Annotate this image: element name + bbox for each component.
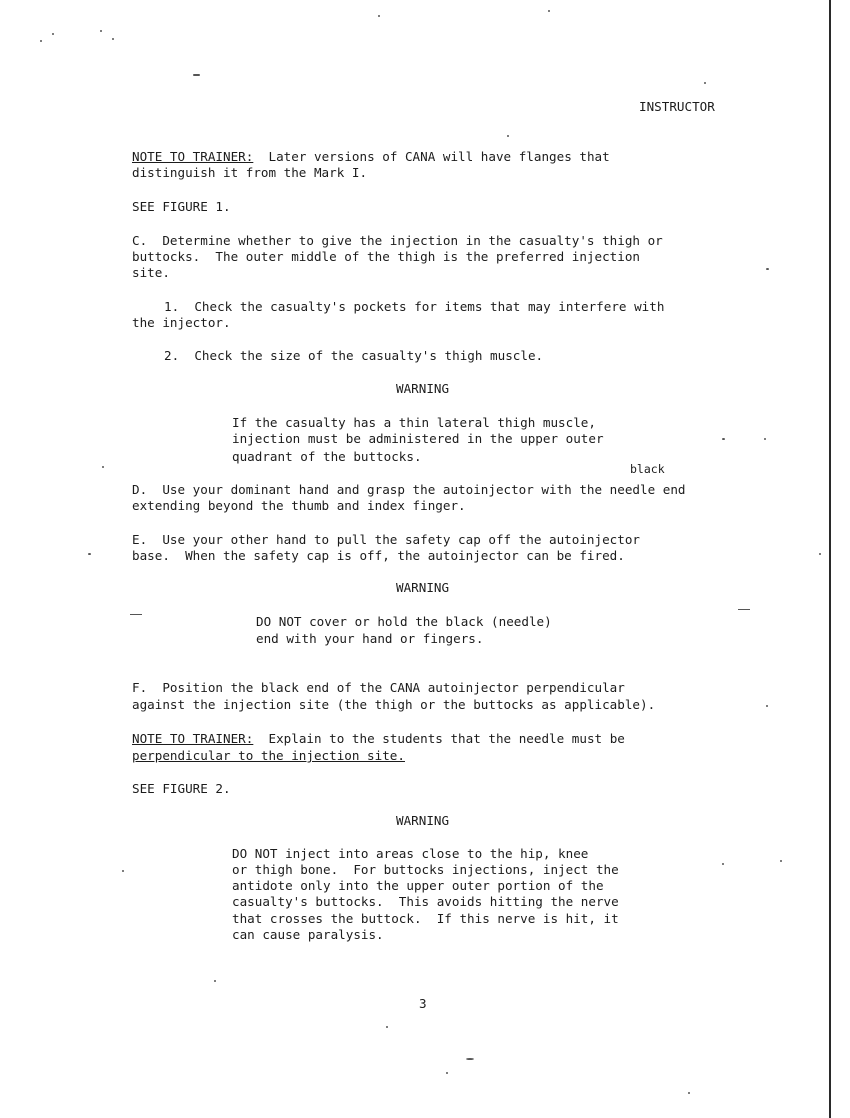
- warning-line: can cause paralysis.: [232, 927, 384, 942]
- scan-speck: [466, 1058, 474, 1060]
- scan-speck: [548, 10, 550, 12]
- see-figure-1: SEE FIGURE 1.: [132, 199, 231, 214]
- step-f-line: F. Position the black end of the CANA autoinjector perpendicular: [132, 680, 625, 695]
- page-number: 3: [419, 996, 427, 1011]
- scan-speck: [214, 980, 216, 982]
- warning-line: injection must be administered in the upper outer: [232, 431, 604, 446]
- note-text-line: Explain to the students that the needle must be: [268, 731, 625, 746]
- note-label: NOTE TO TRAINER:: [132, 149, 254, 164]
- step-e-line: base. When the safety cap is off, the autoinjector can be fired.: [132, 548, 625, 563]
- scan-speck: [102, 466, 104, 468]
- step-c-line: buttocks. The outer middle of the thigh is the preferred injection: [132, 249, 640, 264]
- warning-line: casualty's buttocks. This avoids hitting the nerve: [232, 894, 619, 909]
- scan-speck: [130, 614, 142, 615]
- scan-speck: [704, 82, 706, 84]
- scan-speck: [819, 553, 821, 555]
- scan-edge-line: [829, 0, 831, 1118]
- warning-line: or thigh bone. For buttocks injections, inject the: [232, 862, 619, 877]
- scan-speck: [378, 15, 380, 17]
- instructor-header: INSTRUCTOR: [639, 99, 715, 114]
- step-d-line: extending beyond the thumb and index finger.: [132, 498, 466, 513]
- scan-speck: [112, 38, 114, 40]
- scan-speck: [507, 135, 509, 137]
- note-text-line: perpendicular to the injection site.: [132, 748, 405, 763]
- scan-speck: [386, 1026, 388, 1028]
- scan-speck: [193, 74, 200, 76]
- step-c1-line: 1. Check the casualty's pockets for items that may interfere with: [164, 299, 665, 314]
- warning-line: DO NOT cover or hold the black (needle): [256, 614, 552, 629]
- step-c-line: site.: [132, 265, 170, 280]
- warning-title: WARNING: [396, 813, 450, 828]
- scan-speck: [722, 863, 724, 865]
- step-c-line: C. Determine whether to give the injection in the casualty's thigh or: [132, 233, 663, 248]
- warning-line: that crosses the buttock. If this nerve is hit, it: [232, 911, 619, 926]
- note-to-trainer-1: [132, 148, 610, 165]
- warning-line: DO NOT inject into areas close to the hip, knee: [232, 846, 589, 861]
- scan-speck: [40, 40, 42, 42]
- scan-speck: [738, 609, 750, 610]
- warning-line: antidote only into the upper outer portion of the: [232, 878, 604, 893]
- scan-speck: [100, 30, 102, 32]
- step-f-line: against the injection site (the thigh or the buttocks as applicable).: [132, 697, 656, 712]
- step-c1-line: the injector.: [132, 315, 231, 330]
- warning-line: If the casualty has a thin lateral thigh muscle,: [232, 415, 596, 430]
- scan-speck: [764, 438, 766, 440]
- scan-speck: [446, 1072, 448, 1074]
- note-label: NOTE TO TRAINER:: [132, 731, 254, 746]
- warning-line: end with your hand or fingers.: [256, 631, 484, 646]
- handwritten-insert-black: black: [630, 462, 665, 476]
- scan-speck: [780, 860, 782, 862]
- step-d-line: D. Use your dominant hand and grasp the autoinjector with the needle end: [132, 482, 686, 497]
- scan-speck: [88, 553, 91, 555]
- scan-speck: [722, 438, 725, 440]
- warning-title: WARNING: [396, 580, 450, 595]
- note-to-trainer-2: [132, 730, 625, 747]
- scan-speck: [52, 33, 54, 35]
- see-figure-2: SEE FIGURE 2.: [132, 781, 231, 796]
- warning-line: quadrant of the buttocks.: [232, 449, 422, 464]
- step-c2-line: 2. Check the size of the casualty's thigh muscle.: [164, 348, 544, 363]
- scan-speck: [122, 870, 124, 872]
- scan-speck: [766, 705, 768, 707]
- step-e-line: E. Use your other hand to pull the safety cap off the autoinjector: [132, 532, 640, 547]
- scan-speck: [766, 268, 769, 270]
- note-text-line: distinguish it from the Mark I.: [132, 165, 368, 180]
- scan-speck: [688, 1092, 690, 1094]
- note-text-line: Later versions of CANA will have flanges that: [268, 149, 610, 164]
- warning-title: WARNING: [396, 381, 450, 396]
